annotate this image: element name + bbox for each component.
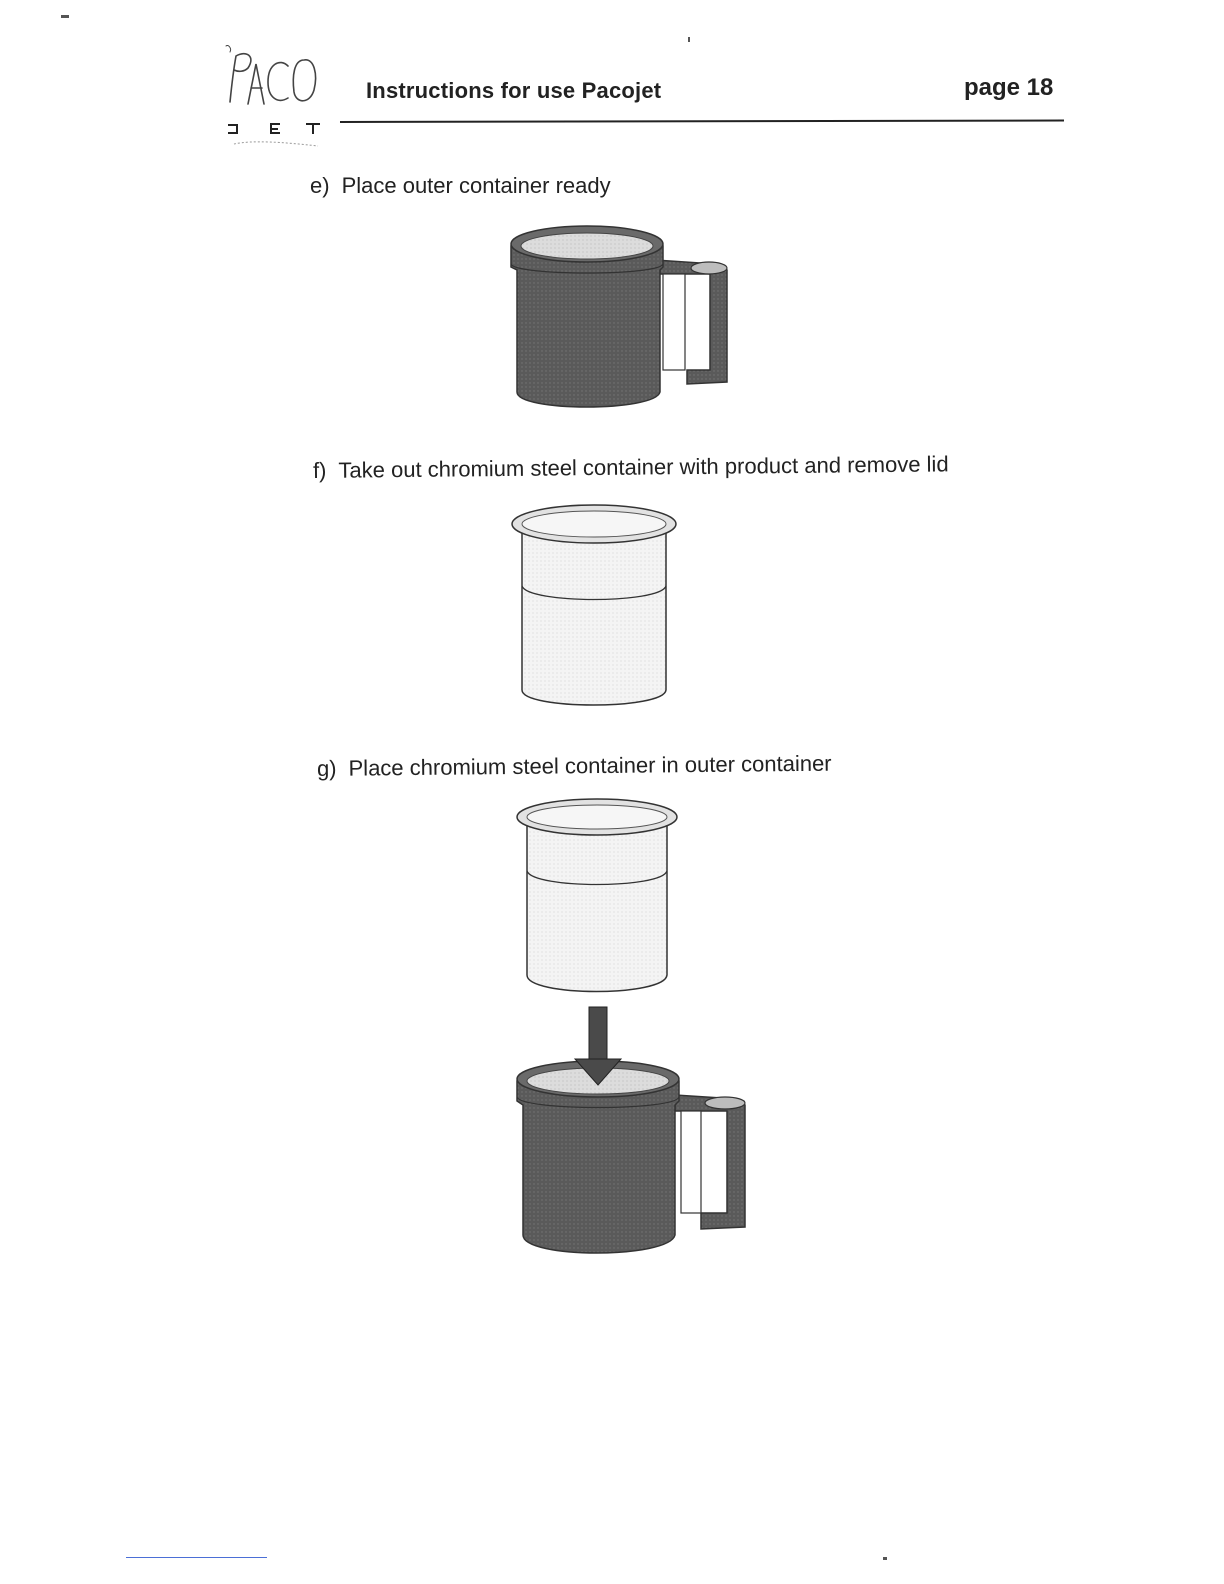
scan-speck xyxy=(688,37,690,42)
step-g xyxy=(317,751,832,782)
page-number: page 18 xyxy=(964,74,1054,101)
step-text: Place outer container ready xyxy=(341,173,611,198)
document-title: Instructions for use Pacojet xyxy=(366,78,662,103)
pacojet-logo-icon xyxy=(222,42,332,152)
outer-container-icon xyxy=(517,1061,745,1253)
step-marker: f) xyxy=(312,457,327,483)
scan-speck xyxy=(883,1557,887,1560)
step-text: Place chromium steel container in outer container xyxy=(348,750,832,781)
step-e xyxy=(310,173,611,199)
outer-container-icon xyxy=(505,222,735,422)
chromium-steel-container-icon xyxy=(508,500,683,710)
header-rule xyxy=(340,119,1064,123)
insert-container-icon xyxy=(505,795,755,1270)
chromium-steel-container-icon xyxy=(517,799,677,992)
step-f xyxy=(313,451,949,484)
step-marker: g) xyxy=(316,755,337,781)
scan-speck xyxy=(61,15,69,18)
pacojet-logo xyxy=(222,42,332,152)
step-marker: e) xyxy=(310,173,330,198)
footer-link-underline xyxy=(126,1557,267,1558)
step-text: Take out chromium steel container with product and remove lid xyxy=(338,451,949,483)
